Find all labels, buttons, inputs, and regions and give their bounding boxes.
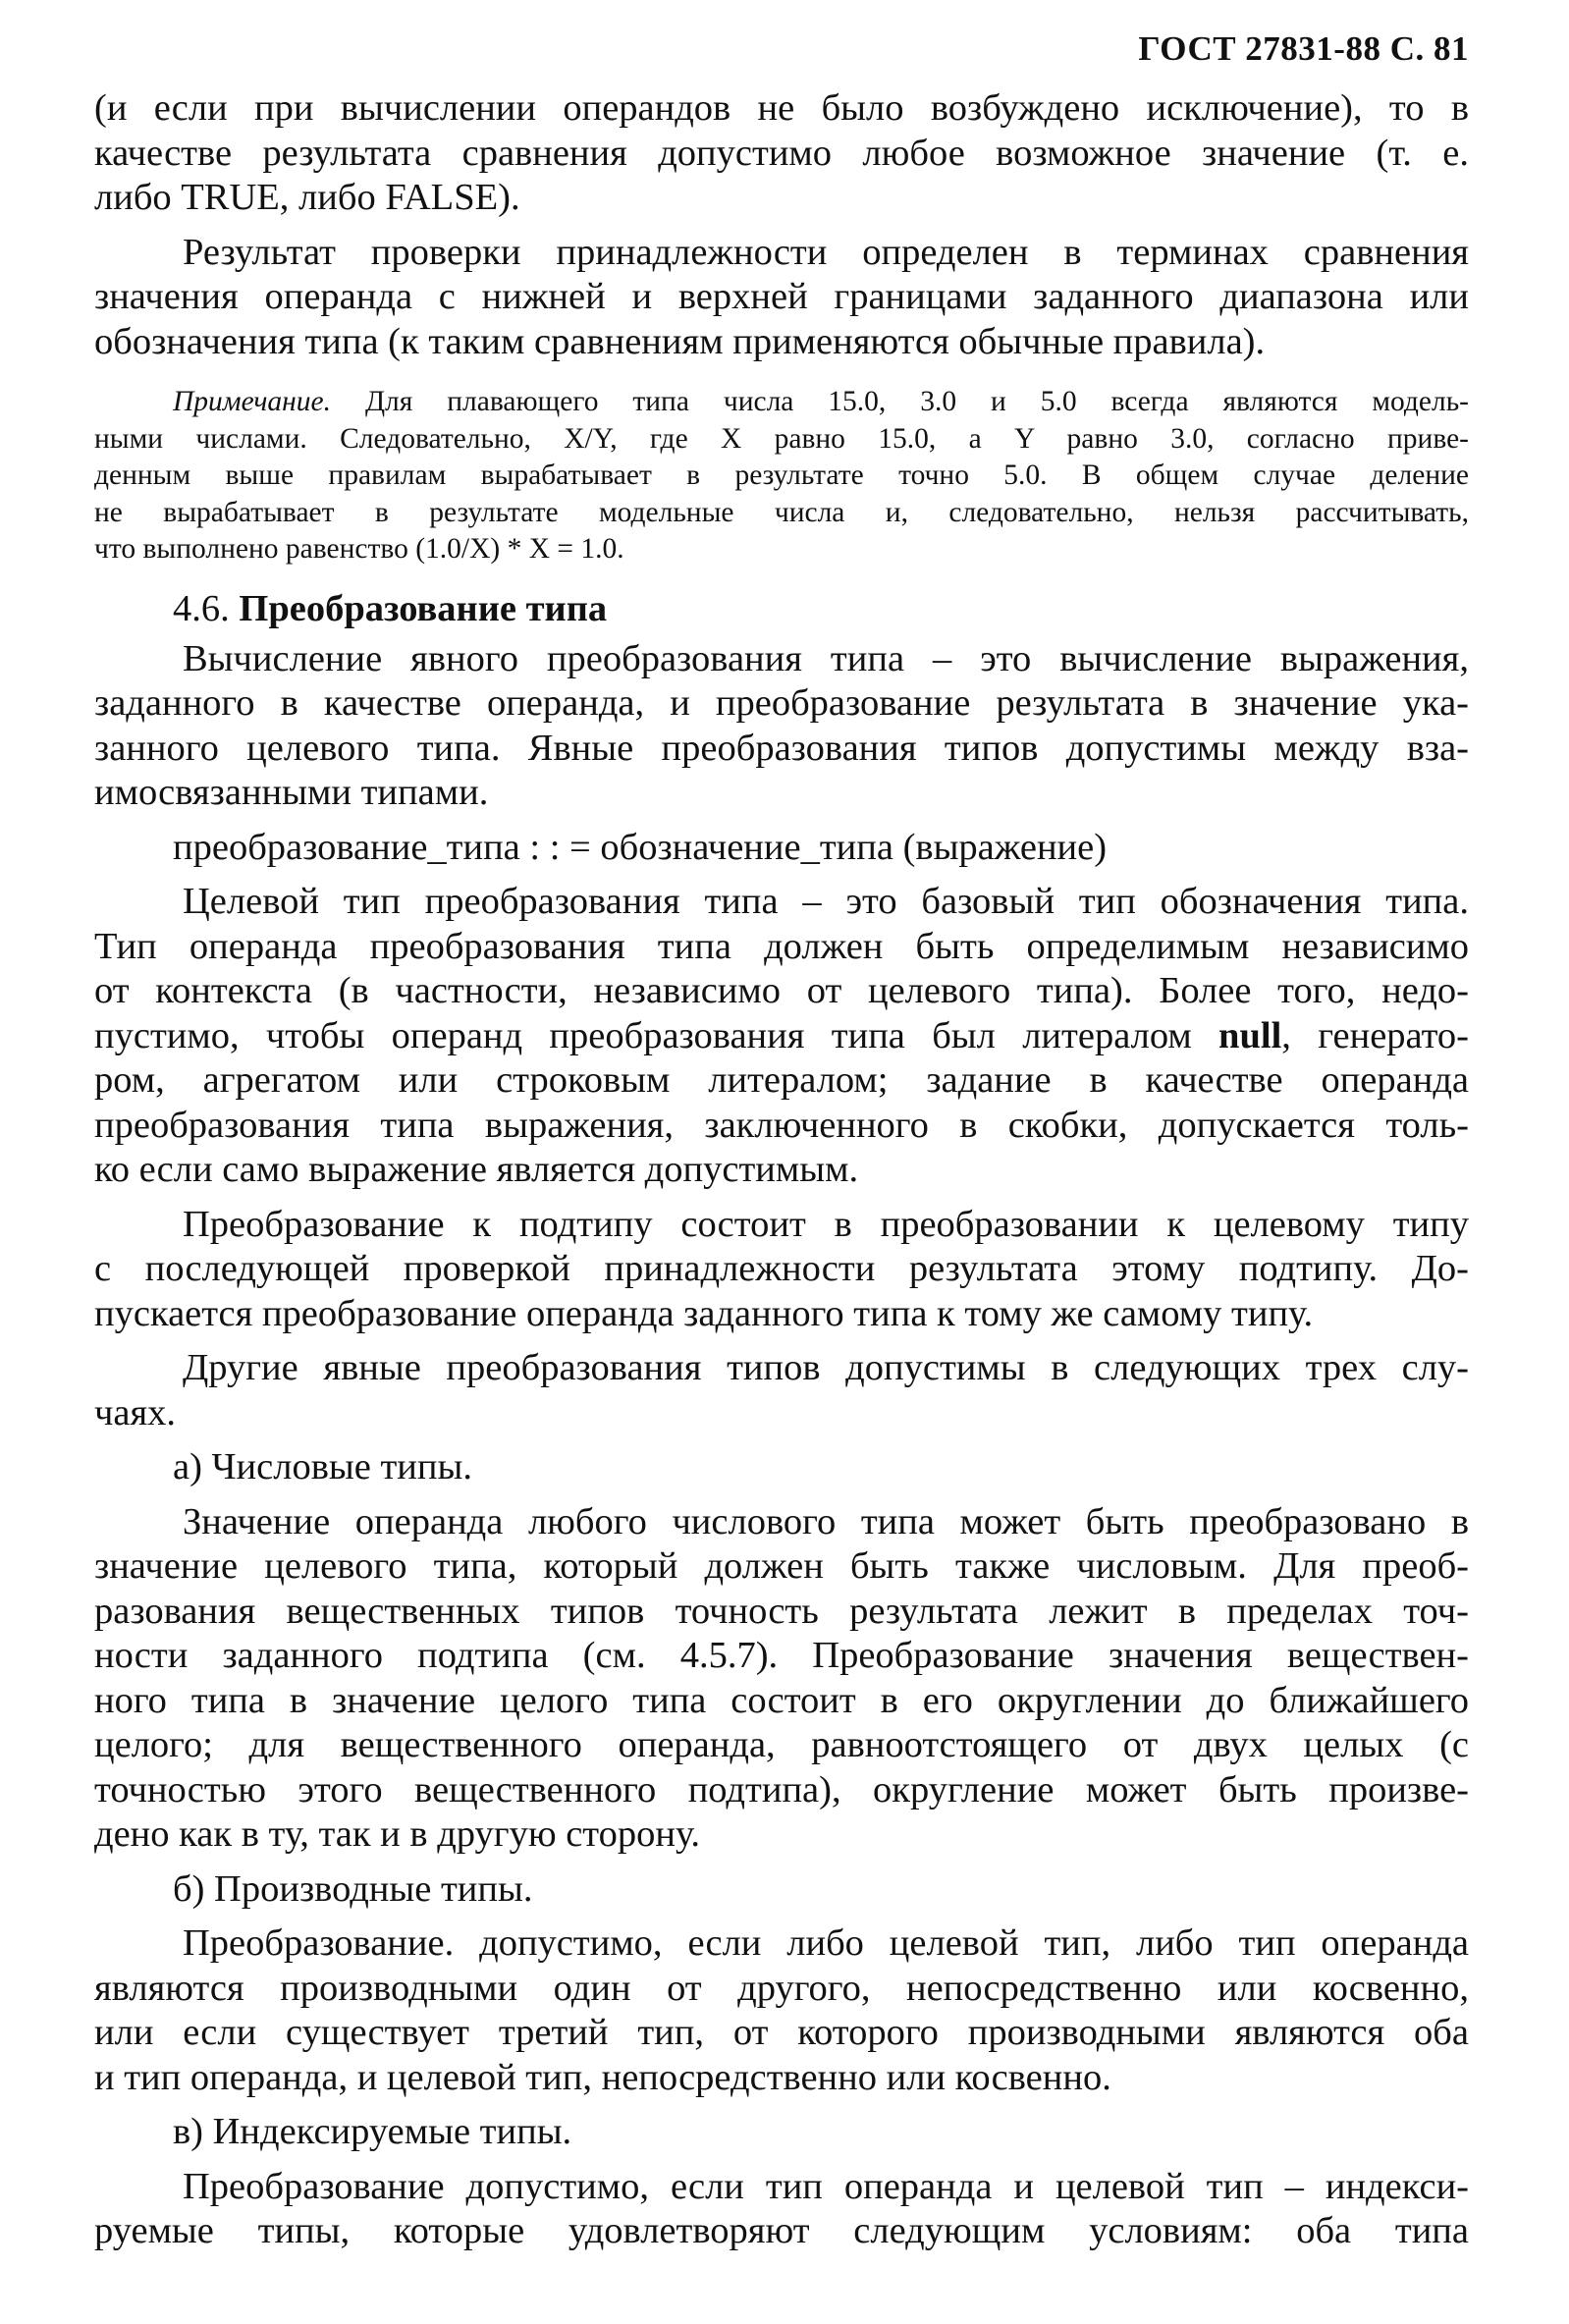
paragraph-target-type [94,880,1469,1193]
text-line: целого; для вещественного операнда, равноотстоящего от двух целых (с [94,1724,1469,1765]
text-line: ного типа в значение целого типа состоит в его округлении до ближайшего [94,1679,1469,1721]
text-line: или если существует третий тип, от которого производными являются оба [94,2012,1469,2053]
note-label: Примечание. [173,386,332,417]
text-line: ности заданного подтипа (см. 4.5.7). Преобразование значения веществен- [94,1635,1469,1676]
grammar-rule: преобразование_типа : : = обозначение_типа (выражение) [173,826,1108,868]
text-line: Результат проверки принадлежности определен в терминах сравнения [183,231,1469,273]
text-line: обозначения типа (к таким сравнениям применяются обычные правила). [94,320,1266,362]
text-line: Целевой тип преобразования типа – это базовый тип обозначения типа. [183,881,1469,922]
document-page [94,27,1469,2264]
text-line: дено как в ту, так и в другую сторону. [94,1813,700,1855]
text-line: пускается преобразование операнда заданного типа к тому же самому типу. [94,1292,1314,1334]
text-line: Тип операнда преобразования типа должен быть определимым независимо [94,925,1469,967]
note-line: что выполнено равенство (1.0/X) * X = 1.0. [94,533,624,565]
text-line-with-keyword [94,1014,1469,1059]
text-line: от контекста (в частности, независимо от целевого типа). Более того, недо- [94,970,1469,1011]
text-line: точностью этого вещественного подтипа), округление может быть произве- [94,1768,1469,1811]
text-line: значения операнда с нижней и верхней границами заданного диапазона или [94,276,1469,317]
paragraph-numeric-types [94,1500,1469,1858]
note-line: не вырабатывает в результате модельные числа и, следовательно, нельзя рассчитывать, [94,496,1469,528]
text-line: преобразования типа выражения, заключенного в скобки, допускается толь- [94,1104,1469,1146]
list-item-array-types: в) Индексируемые типы. [173,2111,572,2152]
text-line: Другие явные преобразования типов допустимы в следующих трех слу- [183,1347,1469,1388]
section-heading [94,586,1469,631]
text-line: ко если само выражение является допустимым. [94,1149,859,1190]
text-line: разования вещественных типов точность результата лежит в пределах точ- [94,1590,1469,1632]
text-line: занного целевого типа. Явные преобразования типов допустимы между вза- [94,727,1469,769]
section-title: Преобразование типа [239,587,608,629]
text-line: заданного в качестве операнда, и преобразование результата в значение ука- [94,682,1469,724]
note-line: денным выше правилам вырабатывает в результате точно 5.0. В общем случае деление [94,459,1469,491]
text-line: и тип операнда, и целевой тип, непосредственно или косвенно. [94,2056,1111,2098]
text-fragment: пустимо, чтобы операнд преобразования типа был литералом [94,1014,1219,1056]
text-line: Преобразование. допустимо, если либо целевой тип, либо тип операнда [183,1922,1469,1964]
keyword-null: null [1218,1014,1282,1056]
paragraph-array-types [94,2165,1469,2254]
list-item-derived-types: б) Производные типы. [173,1867,533,1910]
note-text: Для плавающего типа числа 15.0, 3.0 и 5.0 всегда являются модель- [364,386,1469,417]
running-head: ГОСТ 27831-88 С. 81 [1138,29,1469,68]
note-line: ными числами. Следовательно, X/Y, где X равно 15.0, а Y равно 3.0, согласно приве- [94,422,1469,455]
section-number: 4.6. [173,587,230,629]
text-line: с последующей проверкой принадлежности результата этому подтипу. До- [94,1248,1469,1289]
text-line: качестве результата сравнения допустимо любое возможное значение (т. е. [94,132,1469,174]
text-line: Преобразование к подтипу состоит в преобразовании к целевому типу [183,1203,1469,1245]
text-line: ром, агрегатом или строковым литералом; задание в качестве операнда [94,1059,1469,1101]
text-fragment: , генерато- [1281,1014,1470,1056]
text-line: руемые типы, которые удовлетворяют следующим условиям: оба типа [94,2210,1469,2251]
text-line: имосвязанными типами. [94,772,489,813]
text-line: являются производными один от другого, непосредственно или косвенно, [94,1967,1469,2009]
paragraph-conversion-intro [94,637,1469,816]
note-first-line [94,384,1469,421]
list-item-numeric-types: а) Числовые типы. [173,1446,472,1487]
text-line: значение целевого типа, который должен быть также числовым. Для преоб- [94,1545,1469,1587]
text-line: либо TRUE, либо FALSE). [94,177,520,218]
paragraph-derived-types [94,1921,1469,2100]
paragraph-continuation [94,86,1469,221]
text-line: (и если при вычислении операндов не было возбуждено исключение), то в [94,87,1469,129]
text-line: Преобразование допустимо, если тип операнда и целевой тип – индекси- [183,2165,1469,2207]
note-block [94,384,1469,568]
text-line: чаях. [94,1391,177,1433]
paragraph-subtype-conversion [94,1203,1469,1337]
paragraph-other-conversions [94,1346,1469,1435]
paragraph-membership-test [94,231,1469,365]
text-line: Значение операнда любого числового типа может быть преобразовано в [183,1500,1469,1542]
text-line: Вычисление явного преобразования типа – это вычисление выражения, [183,637,1469,679]
